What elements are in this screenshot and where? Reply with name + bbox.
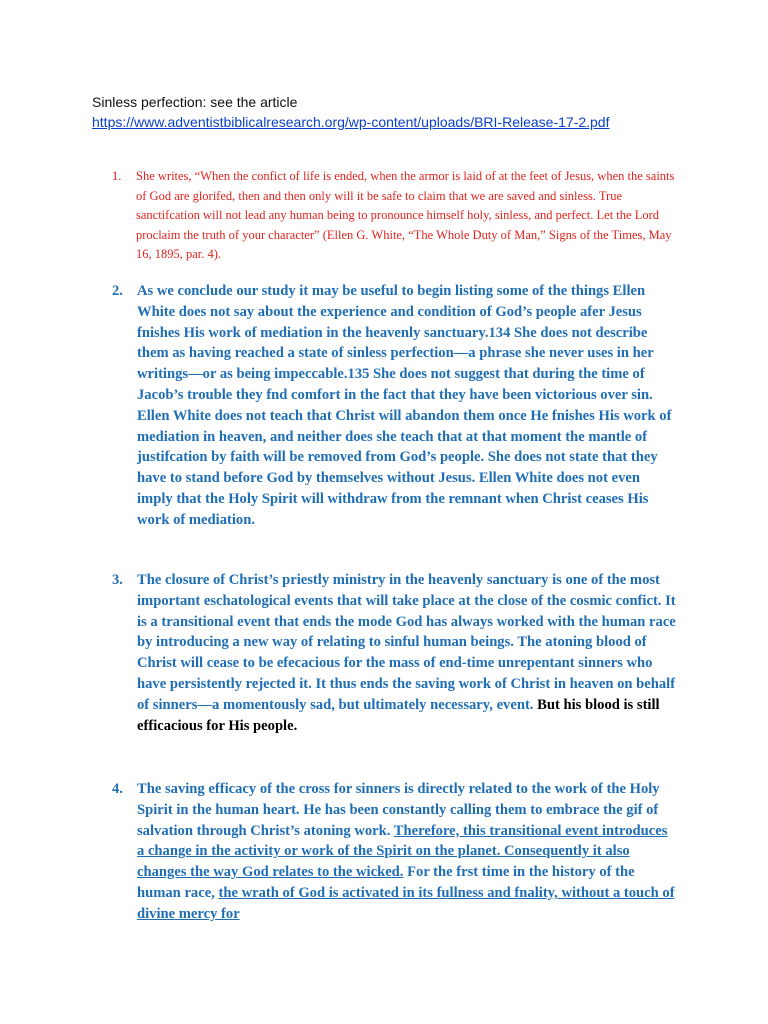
list-item-4	[112, 779, 677, 925]
list-item-paragraph	[137, 779, 677, 925]
list-item-text: She writes, “When the confict of life is ended, when the armor is laid of at the feet of Jesus, when the saints of God are glorifed, then and then only will it be safe to claim that we are saved and sinless. True sanctifcation will not lead any human being to pronounce himself holy, sinless, and perfect. Let the Lord proclaim the truth of your character” (Ellen G. White, “The Whole Duty of Man,” Signs of the Times, May 16, 1895, par. 4).	[136, 169, 675, 262]
list-item-3	[112, 570, 677, 736]
page-title: Sinless perfection: see the article	[92, 94, 298, 110]
list-item-note: But his blood is still efficacious for His people.	[137, 696, 660, 734]
list-item-text: As we conclude our study it may be useful to begin listing some of the things Ellen White does not say about the experience and condition of God’s people afer Jesus fnishes His work of mediation in the heavenly sanctuary.134 She does not describe them as having reached a state of sinless perfection—a phrase she never uses in her writings—or as being impeccable.135 She does not suggest that during the time of Jacob’s trouble they fnd comfort in the fact that they have been victorious over sin. Ellen White does not teach that Christ will abandon them once He fnishes His work of mediation in heaven, and neither does she teach that at that moment the mantle of justifcation by faith will be removed from God’s people. She does not state that they have to stand before God by themselves without Jesus. Ellen White does not even imply that the Holy Spirit will withdraw from the remnant when Christ ceases His work of mediation.	[137, 283, 672, 528]
list-item-text: The closure of Christ’s priestly ministry in the heavenly sanctuary is one of the most important eschatological events that will take place at the close of the cosmic confict. It is a transitional event that ends the mode God has always worked with the human race by introducing a new way of relating to sinful human beings. The atoning blood of Christ will cease to be efecacious for the mass of end-time unrepentant sinners who have persistently rejected it. It thus ends the saving work of Christ in heaven on behalf of sinners—a momentously sad, but ultimately necessary, event.	[137, 572, 676, 713]
list-item-paragraph	[137, 570, 677, 736]
list-item-number: 4.	[112, 781, 123, 797]
list-item-number: 1.	[112, 169, 122, 183]
list-item-text-middle: For the frst time in the history of the human race,	[137, 864, 635, 901]
list-item-text: The saving efficacy of the cross for sinners is directly related to the work of the Holy Spirit in the human heart. He has been constantly calling them to embrace the gif of salvation through Christ’s atoning work.	[137, 781, 660, 839]
list-item-number: 2.	[112, 283, 123, 299]
list-item-2	[112, 281, 677, 531]
underlined-text: the wrath of God is activated in its fullness and fnality, without a touch of divine mercy for	[137, 884, 675, 922]
list-item-number: 3.	[112, 572, 123, 588]
underlined-text: Therefore, this transitional event introduces a change in the activity or work of the Spirit on the planet. Consequently it also changes the way God relates to the wicked.	[137, 822, 668, 881]
article-link[interactable]: https://www.adventistbiblicalresearch.org/wp-content/uploads/BRI-Release-17-2.pdf	[92, 114, 610, 130]
list-item-1	[112, 167, 676, 265]
